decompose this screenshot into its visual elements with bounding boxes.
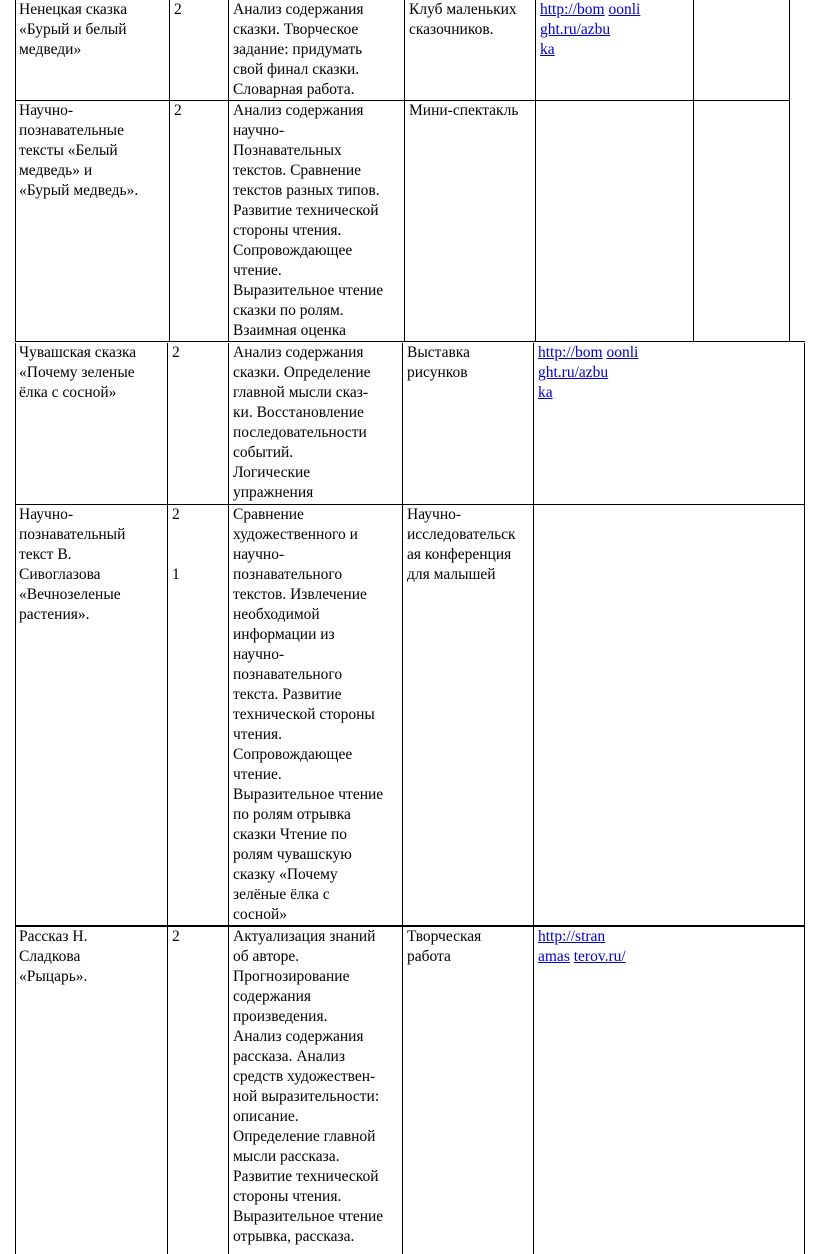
form-line: Научно- (407, 506, 462, 523)
form-line: работа (407, 948, 451, 965)
content-line: чтения. (233, 726, 283, 743)
content-line: технической стороны (233, 706, 375, 723)
resource-cell (536, 101, 694, 341)
topic-line: Сладкова (19, 948, 81, 965)
content-line: Сопровождающее (233, 746, 353, 763)
topic-line: текст В. (19, 546, 72, 563)
topic-line: «Бурый и белый (19, 21, 127, 38)
content-cell (229, 927, 403, 1254)
content-line: Выразительное чтение (233, 1208, 384, 1225)
content-line: главной мысли сказ- (233, 384, 369, 401)
content-line: сказки. Определение (233, 364, 371, 381)
hours-cell (168, 505, 229, 925)
topic-line: познавательный (19, 526, 126, 543)
content-line: Сравнение (233, 506, 304, 523)
content-line: Развитие технической (233, 1168, 379, 1185)
content-line: Познавательных (233, 142, 342, 159)
content-line: сказки Чтение по (233, 826, 347, 843)
content-line: Анализ содержания (233, 344, 364, 361)
content-line: по ролям отрывка (233, 806, 351, 823)
content-line: средств художествен- (233, 1068, 376, 1085)
resource-link[interactable]: oonli (608, 1, 641, 18)
content-line: научно- (233, 546, 285, 563)
content-cell (229, 101, 405, 341)
content-line: Развитие технической (233, 202, 379, 219)
resource-cell (534, 343, 805, 504)
resource-link[interactable]: ght.ru/azbu (540, 21, 611, 38)
hours-cell (170, 101, 229, 341)
content-line: ролям чувашскую (233, 846, 352, 863)
topic-line: познавательные (19, 122, 124, 139)
content-line: последовательности (233, 424, 367, 441)
content-line: событий. (233, 444, 294, 461)
content-line: описание. (233, 1108, 299, 1125)
content-line: произведения. (233, 1008, 328, 1025)
resource-link[interactable]: ka (540, 41, 555, 58)
notes-cell (694, 0, 790, 100)
content-line: ки. Восстановление (233, 404, 364, 421)
content-line: зелёные ёлка с (233, 886, 330, 903)
topic-cell (15, 343, 168, 504)
topic-line: «Почему зеленые (19, 364, 135, 381)
content-line: чтение. (233, 262, 282, 279)
content-line: ной выразительности: (233, 1088, 380, 1105)
content-line: научно- (233, 646, 285, 663)
content-line: рассказа. Анализ (233, 1048, 345, 1065)
topic-cell (15, 0, 170, 100)
topic-cell (15, 505, 168, 925)
form-cell (405, 101, 536, 341)
content-line: Выразительное чтение (233, 282, 384, 299)
content-line: текста. Развитие (233, 686, 342, 703)
topic-line: Научно- (19, 102, 74, 119)
topic-line: «Бурый медведь». (19, 182, 139, 199)
form-line: Клуб маленьких (409, 1, 517, 18)
content-line: текстов. Извлечение (233, 586, 367, 603)
topic-line: ёлка с сосной» (19, 384, 117, 401)
content-line: свой финал сказки. (233, 61, 360, 78)
content-line: Словарная работа. (233, 81, 355, 98)
form-line: сказочников. (409, 21, 494, 38)
form-line: ая конференция (407, 546, 512, 563)
content-line: отрывка, рассказа. (233, 1228, 355, 1245)
content-line: мысли рассказа. (233, 1148, 340, 1165)
content-line: Анализ содержания (233, 1028, 364, 1045)
resource-cell (534, 505, 805, 925)
content-line: Определение главной (233, 1128, 376, 1145)
form-cell (403, 927, 534, 1254)
form-line: рисунков (407, 364, 468, 381)
content-line: Логические (233, 464, 311, 481)
content-line: упражнения (233, 484, 314, 501)
content-line: Выразительное чтение (233, 786, 384, 803)
resource-link[interactable]: http://bom (540, 1, 605, 18)
topic-line: Сивоглазова (19, 566, 101, 583)
resource-link[interactable]: terov.ru/ (573, 948, 626, 965)
table-row (15, 343, 805, 504)
content-line: сказки. Творческое (233, 21, 359, 38)
resource-link[interactable]: http://bom (538, 344, 603, 361)
row-divider (15, 341, 805, 342)
content-line: сказку «Почему (233, 866, 338, 883)
content-line: художественного и (233, 526, 358, 543)
form-line: Выставка (407, 344, 470, 361)
hours-cell (168, 927, 229, 1254)
content-line: сказки по ролям. (233, 302, 344, 319)
content-line: Сопровождающее (233, 242, 353, 259)
hours-cell (170, 0, 229, 100)
content-line: необходимой (233, 606, 320, 623)
content-line: познавательного (233, 566, 343, 583)
topic-line: медведь» и (19, 162, 93, 179)
topic-line: «Рыцарь». (19, 968, 88, 985)
hours-value: 2 (172, 928, 180, 945)
content-line: научно- (233, 122, 285, 139)
table-row (15, 0, 790, 100)
content-line: текстов разных типов. (233, 182, 380, 199)
content-line: стороны чтения. (233, 222, 342, 239)
topic-line: растения». (19, 606, 90, 623)
content-line: сосной» (233, 906, 287, 923)
topic-line: Научно- (19, 506, 74, 523)
form-line: Творческая (407, 928, 482, 945)
content-line: задание: придумать (233, 41, 363, 58)
resource-link[interactable]: amas (538, 948, 570, 965)
content-line: Взаимная оценка (233, 322, 347, 339)
content-line: Актуализация знаний (233, 928, 376, 945)
topic-line: Ненецкая сказка (19, 1, 128, 18)
topic-cell (15, 101, 170, 341)
topic-line: медведи» (19, 41, 82, 58)
content-cell (229, 0, 405, 100)
resource-cell (536, 0, 694, 100)
resource-cell (534, 927, 805, 1254)
resource-link[interactable]: ght.ru/azbu (538, 364, 609, 381)
hours-cell (168, 343, 229, 504)
form-line: Мини-спектакль (409, 102, 519, 119)
topic-line: Чувашская сказка (19, 344, 137, 361)
table-row (15, 927, 805, 1254)
hours-value: 2 (174, 1, 182, 18)
form-cell (403, 505, 534, 925)
resource-link[interactable]: http://stran (538, 928, 606, 945)
content-cell (229, 343, 403, 504)
content-line: текстов. Сравнение (233, 162, 361, 179)
content-cell (229, 505, 403, 925)
content-line: Анализ содержания (233, 1, 364, 18)
content-line: стороны чтения. (233, 1188, 342, 1205)
hours-value: 2 (172, 344, 180, 361)
table-row (15, 505, 805, 925)
notes-cell (694, 101, 790, 341)
content-line: Анализ содержания (233, 102, 364, 119)
form-cell (405, 0, 536, 100)
content-line: информации из (233, 626, 335, 643)
content-line: содержания (233, 988, 312, 1005)
form-cell (403, 343, 534, 504)
content-line: об авторе. (233, 948, 300, 965)
topic-line: тексты «Белый (19, 142, 118, 159)
content-line: познавательного (233, 666, 343, 683)
form-line: исследовательск (407, 526, 516, 543)
table-row (15, 101, 790, 341)
resource-link[interactable]: ka (538, 384, 553, 401)
hours-value: 1 (172, 566, 180, 583)
topic-line: Рассказ Н. (19, 928, 88, 945)
hours-value: 2 (172, 506, 180, 523)
topic-line: «Вечнозеленые (19, 586, 121, 603)
resource-link[interactable]: oonli (606, 344, 639, 361)
hours-value: 2 (174, 102, 182, 119)
content-line: Прогнозирование (233, 968, 350, 985)
topic-cell (15, 927, 168, 1254)
content-line: чтение. (233, 766, 282, 783)
form-line: для малышей (407, 566, 496, 583)
